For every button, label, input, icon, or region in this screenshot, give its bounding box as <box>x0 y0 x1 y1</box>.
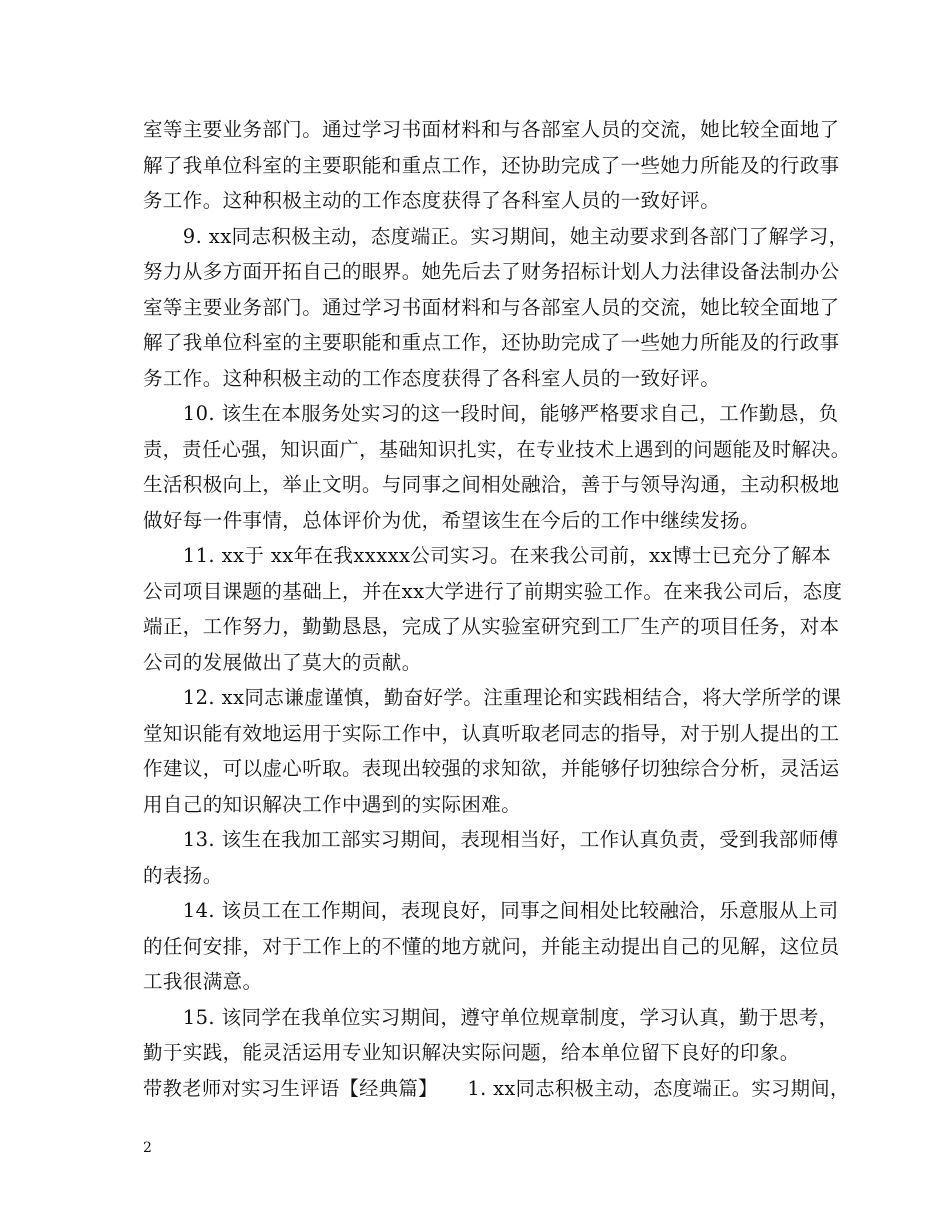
page-number: 2 <box>143 1140 152 1156</box>
text-line: 务工作。这种积极主动的工作态度获得了各科室人员的一致好评。 <box>143 366 721 390</box>
text-line: 11. xx于 xx年在我xxxxx公司实习。在来我公司前，xx博士已充分了解本 <box>143 544 832 567</box>
text-line: 端正，工作努力，勤勤恳恳，完成了从实验室研究到工厂生产的项目任务，对本 <box>143 615 840 638</box>
text-line: 努力从多方面开拓自己的眼界。她先后去了财务招标计划人力法律设备法制办公 <box>143 260 840 283</box>
text-line: 10. 该生在本服务处实习的这一段时间，能够严格要求自己，工作勤恳，负 <box>143 402 839 425</box>
text-line: 15. 该同学在我单位实习期间，遵守单位规章制度，学习认真，勤于思考， <box>143 1005 839 1029</box>
text-line: 堂知识能有效地运用于实际工作中，认真听取老同志的指导，对于别人提出的工 <box>143 721 840 745</box>
text-line: 的任何安排，对于工作上的不懂的地方就问，并能主动提出自己的见解，这位员 <box>143 934 840 958</box>
text-line: 生活积极向上，举止文明。与同事之间相处融洽，善于与领导沟通，主动积极地 <box>143 473 840 496</box>
text-line: 解了我单位科室的主要职能和重点工作，还协助完成了一些她力所能及的行政事 <box>143 153 840 177</box>
text-line: 解了我单位科室的主要职能和重点工作，还协助完成了一些她力所能及的行政事 <box>143 331 840 354</box>
text-line: 12. xx同志谦虚谨慎，勤奋好学。注重理论和实践相结合，将大学所学的课 <box>143 686 842 709</box>
text-line: 公司项目课题的基础上，并在xx大学进行了前期实验工作。在来我公司后，态度 <box>143 579 843 603</box>
text-line: 的表扬。 <box>143 863 223 887</box>
text-line: 做好每一件事情，总体评价为优，希望该生在今后的工作中继续发扬。 <box>143 508 760 532</box>
text-line: 作建议，可以虚心听取。表现出较强的求知欲，并能够仔切独综合分析，灵活运 <box>143 757 840 780</box>
text-line: 责，责任心强，知识面广，基础知识扎实，在专业技术上遇到的问题能及时解决。 <box>143 437 851 461</box>
text-line: 工我很满意。 <box>143 970 263 993</box>
text-line: 勤于实践，能灵活运用专业知识解决实际问题，给本单位留下良好的印象。 <box>143 1041 800 1064</box>
text-line: 室等主要业务部门。通过学习书面材料和与各部室人员的交流，她比较全面地了 <box>143 295 840 319</box>
text-line: 9. xx同志积极主动，态度端正。实习期间，她主动要求到各部门了解学习， <box>143 224 849 248</box>
text-line: 务工作。这种积极主动的工作态度获得了各科室人员的一致好评。 <box>143 189 721 212</box>
text-line: 13. 该生在我加工部实习期间，表现相当好，工作认真负责，受到我部师傅 <box>143 828 839 851</box>
text-line: 带教老师对实习生评语【经典篇】 1. xx同志积极主动，态度端正。实习期间， <box>143 1076 850 1100</box>
text-line: 14. 该员工在工作期间，表现良好，同事之间相处比较融洽，乐意服从上司 <box>143 899 839 922</box>
text-line: 公司的发展做出了莫大的贡献。 <box>143 650 422 674</box>
text-line: 室等主要业务部门。通过学习书面材料和与各部室人员的交流，她比较全面地了 <box>143 118 840 141</box>
text-line: 用自己的知识解决工作中遇到的实际困难。 <box>143 792 522 816</box>
